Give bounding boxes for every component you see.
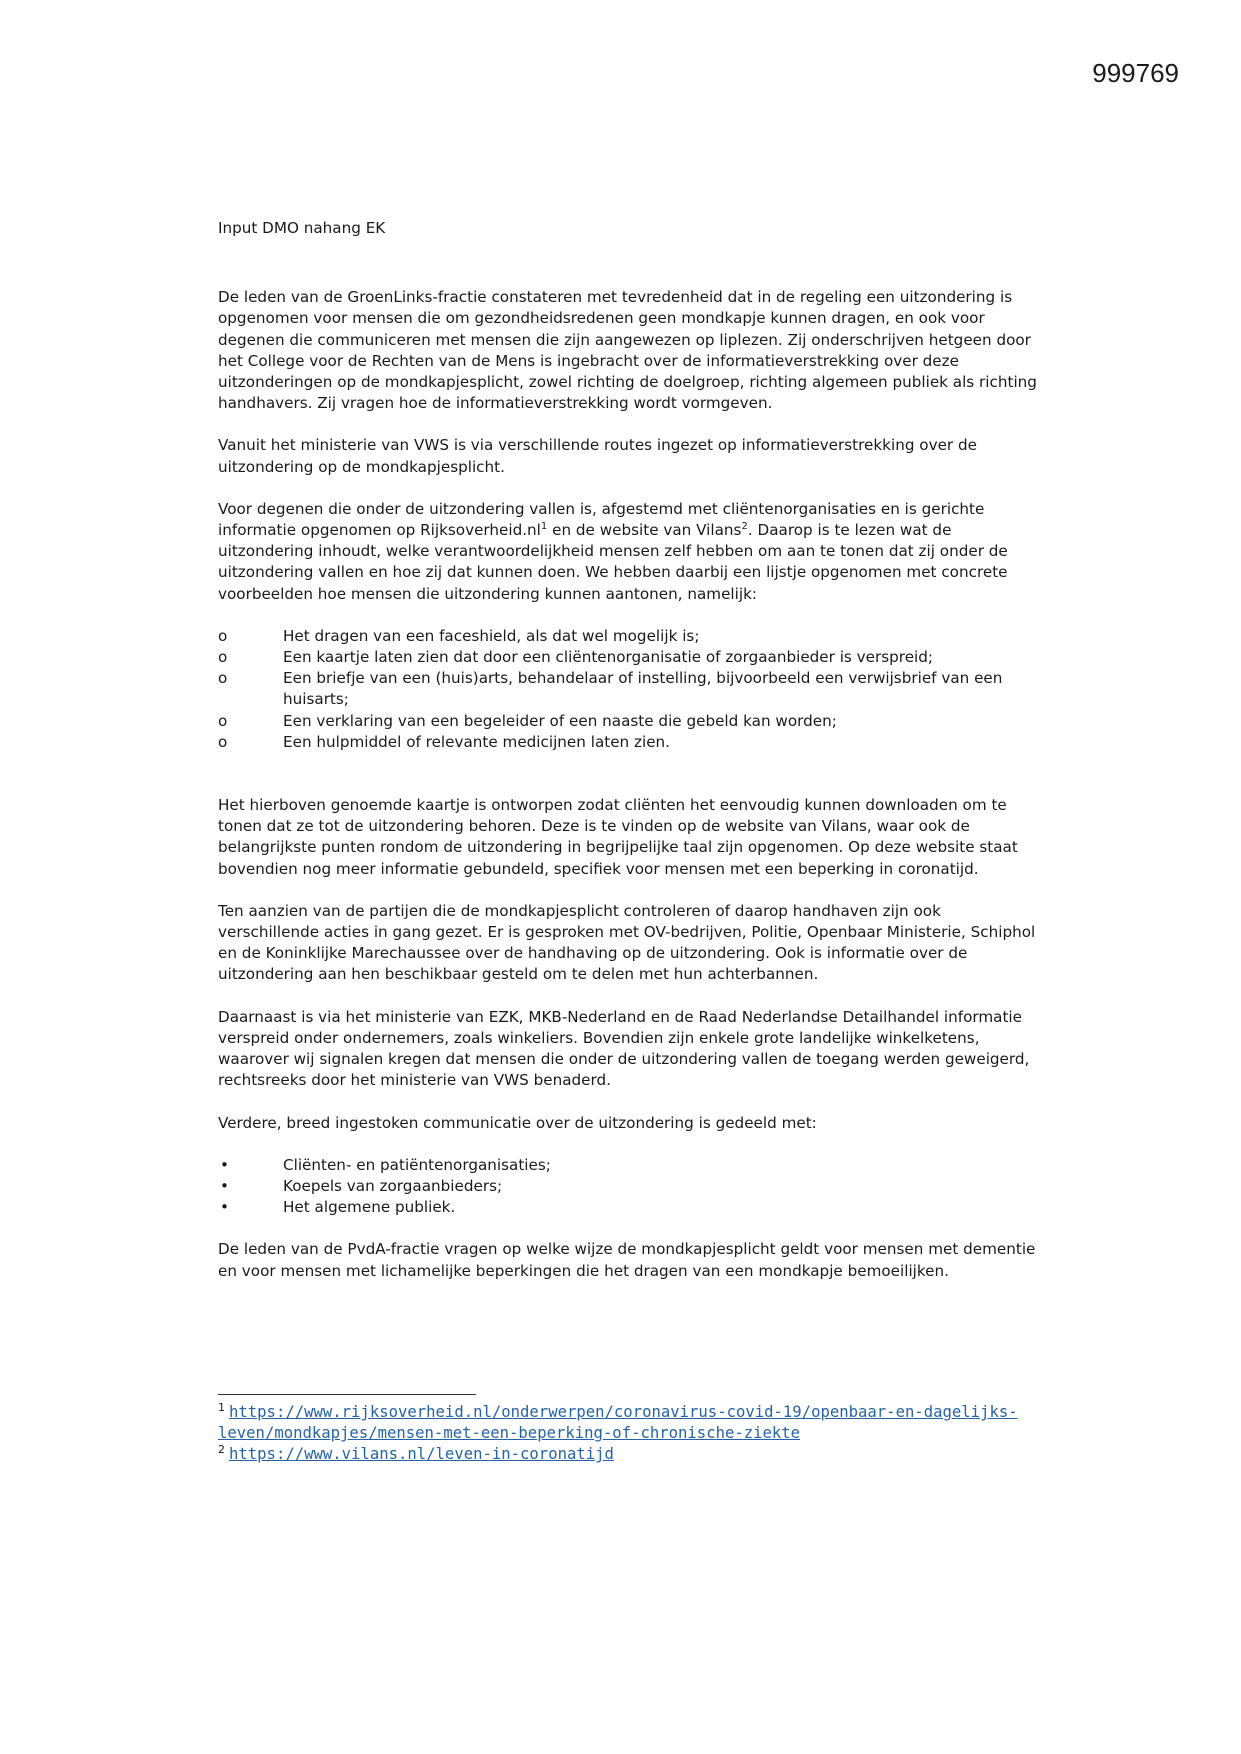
footnote-reference-1[interactable]: 1: [540, 520, 548, 532]
list-item: [218, 1197, 1038, 1218]
list-item-text: Een verklaring van een begeleider of een naaste die gebeld kan worden;: [283, 711, 837, 730]
paragraph-groenlinks-question: De leden van de GroenLinks-fractie constateren met tevredenheid dat in de regeling een uitzondering is opgenomen voor mensen die om gezondheidsredenen geen mondkapje kunnen dragen, en ook voor degenen die communiceren met mensen die zijn aangewezen op liplezen. Zij onderschrijven hetgeen door het College voor de Rechten van de Mens is ingebracht over de informatieverstrekking over deze uitzonderingen op de mondkapjesplicht, zowel richting de doelgroep, richting algemeen publiek als richting handhavers. Zij vragen hoe de informatieverstrekking wordt vormgeven.: [218, 288, 1037, 413]
footnotes-section: [218, 1394, 1048, 1465]
list-item-text: Een briefje van een (huis)arts, behandelaar of instelling, bijvoorbeeld een verwijsbrief van een huisarts;: [283, 669, 1003, 709]
paragraph-card-download: Het hierboven genoemde kaartje is ontworpen zodat cliënten het eenvoudig kunnen downloaden om te tonen dat ze tot de uitzondering behoren. Deze is te vinden op de website van Vilans, waar ook de belangrijkste punten rondom de uitzondering in begrijpelijke taal zijn opgenomen. Op deze website staat bovendien nog meer informatie gebundeld, specifiek voor mensen met een beperking in coronatijd.: [218, 796, 1018, 878]
footnote-reference-2[interactable]: 2: [741, 520, 748, 532]
list-item: [218, 1155, 1038, 1176]
footnote-2: [218, 1444, 1048, 1465]
footnote-1: [218, 1402, 1048, 1444]
document-body: [218, 218, 1038, 1303]
list-item: [218, 647, 1038, 668]
paragraph-text: en de website van Vilans: [547, 521, 742, 540]
list-item-text: Het algemene publiek.: [283, 1198, 456, 1217]
bullet-marker: •: [220, 1155, 229, 1174]
list-item-text: Koepels van zorgaanbieders;: [283, 1176, 503, 1195]
bullet-marker: •: [220, 1176, 229, 1195]
list-marker: o: [218, 626, 228, 645]
footnote-link-rijksoverheid[interactable]: https://www.rijksoverheid.nl/onderwerpen/coronavirus-covid-19/openbaar-en-dagelijks-leven/mondkapjes/mensen-met-een-beperking-of-chronische-ziekte: [218, 1403, 1018, 1442]
document-heading: Input DMO nahang EK: [218, 219, 386, 237]
paragraph-retail-info: Daarnaast is via het ministerie van EZK, MKB-Nederland en de Raad Nederlandse Detailhandel informatie verspreid onder ondernemers, zoals winkeliers. Bovendien zijn enkele grote landelijke winkelketens, waarover wij signalen kregen dat mensen die onder de uitzondering vallen de toegang werden geweigerd, rechtsreeks door het ministerie van VWS benaderd.: [218, 1007, 1030, 1090]
footnote-number: 1: [218, 1400, 225, 1414]
list-item: [218, 711, 1038, 732]
list-item-text: Het dragen van een faceshield, als dat wel mogelijk is;: [283, 626, 700, 645]
list-item-text: Een hulpmiddel of relevante medicijnen laten zien.: [283, 732, 670, 751]
list-marker: o: [218, 732, 228, 751]
footnote-number: 2: [218, 1442, 225, 1456]
list-marker: o: [218, 648, 228, 667]
footnote-divider: [218, 1394, 476, 1395]
communication-list: [218, 1155, 1038, 1219]
list-item: [218, 626, 1038, 647]
document-number: 999769: [1092, 58, 1179, 88]
list-item: [218, 1176, 1038, 1197]
paragraph-communication-intro: Verdere, breed ingestoken communicatie over de uitzondering is gedeeld met:: [218, 1113, 817, 1132]
list-item-text: Cliënten- en patiëntenorganisaties;: [283, 1155, 551, 1174]
list-item: [218, 732, 1038, 753]
list-item-text: Een kaartje laten zien dat door een cliëntenorganisatie of zorgaanbieder is verspreid;: [283, 648, 934, 667]
list-item: [218, 668, 1038, 710]
list-marker: o: [218, 669, 228, 688]
paragraph-target-group-info: [218, 499, 1038, 605]
examples-list: [218, 626, 1038, 753]
paragraph-text: . Daarop is te lezen wat de uitzondering inhoudt, welke verantwoordelijkheid mensen zelf hebben om aan te tonen dat zij onder de uitzondering vallen en hoe zij dat kunnen doen. We hebben daarbij een lijstje opgenomen met concrete voorbeelden hoe mensen die uitzondering kunnen aantonen, namelijk:: [218, 521, 1008, 603]
bullet-marker: •: [220, 1198, 229, 1217]
paragraph-text: Voor degenen die onder de uitzondering vallen is, afgestemd met cliëntenorganisaties en is gerichte informatie opgenomen op Rijksoverheid.nl: [218, 499, 985, 540]
footnote-link-vilans[interactable]: https://www.vilans.nl/leven-in-coronatijd: [229, 1445, 614, 1463]
list-marker: o: [218, 711, 228, 730]
paragraph-pvda-question: De leden van de PvdA-fractie vragen op welke wijze de mondkapjesplicht geldt voor mensen met dementie en voor mensen met lichamelijke beperkingen die het dragen van een mondkapje bemoeilijken.: [218, 1240, 1036, 1280]
paragraph-enforcement-parties: Ten aanzien van de partijen die de mondkapjesplicht controleren of daarop handhaven zijn ook verschillende acties in gang gezet. Er is gesproken met OV-bedrijven, Politie, Openbaar Ministerie, Schiphol en de Koninklijke Marechaussee over de handhaving op de uitzondering. Ook is informatie over de uitzondering aan hen beschikbaar gesteld om te delen met hun achterbannen.: [218, 901, 1036, 984]
paragraph-vws-routes: Vanuit het ministerie van VWS is via verschillende routes ingezet op informatieverstrekking over de uitzondering op de mondkapjesplicht.: [218, 436, 977, 476]
